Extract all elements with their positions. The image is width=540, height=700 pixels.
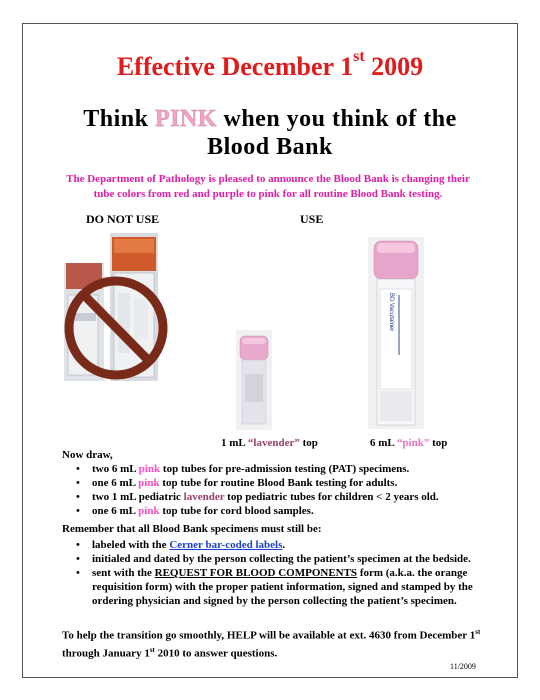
cerner-labels-link[interactable]: Cerner bar-coded labels [169,539,283,551]
remember-section [62,522,482,608]
old-red-purple-tubes-image [64,233,172,381]
headline-line-1: Think PINK when you think of the [83,106,457,132]
now-draw-heading: Now draw, [62,449,113,461]
list-item: • labeled with the Cerner bar-coded labels. [92,538,482,552]
lavender-tube-caption: 1 mL “lavender” top [221,437,318,449]
pink-top-tube-image [368,237,424,429]
do-not-use-label: DO NOT USE [86,212,160,226]
pink-tube-caption: 6 mL “pink” top [370,437,448,449]
list-item: • one 6 mL pink top tube for cord blood samples. [92,504,482,518]
list-item: • one 6 mL pink top tube for routine Blood Bank testing for adults. [92,476,482,490]
use-label: USE [300,212,324,226]
announcement: The Department of Pathology is pleased to announce the Blood Bank is changing their tube colors from red and purple to pink for all routine Blood Bank testing. [66,173,470,200]
list-item: • two 6 mL pink top tubes for pre-admission testing (PAT) specimens. [92,462,482,476]
now-draw-section [62,448,482,518]
page-title: Effective December 1st 2009 [116,48,424,81]
footer-date: 11/2009 [450,662,476,671]
headline-line-2: Blood Bank [207,134,333,160]
list-item: • initialed and dated by the person collecting the patient’s specimen at the bedside. [92,552,482,566]
pink-word: PINK [155,106,217,132]
list-item: • sent with the REQUEST FOR BLOOD COMPONENTS form (a.k.a. the orange requisition form) with the proper patient information, signed and stamped by the ordering physician and signed by the person collecting the patient’s specimen. [92,566,482,608]
remember-heading: Remember that all Blood Bank specimens must still be: [62,523,322,535]
list-item: • two 1 mL pediatric lavender top pediatric tubes for children < 2 years old. [92,490,482,504]
tube-label-text: BD Vacutainer [388,293,394,332]
lavender-top-tube-image [235,330,273,430]
help-note: To help the transition go smoothly, HELP will be available at ext. 4630 from December 1st through January 1st 2010 to answer questions. [62,628,481,660]
